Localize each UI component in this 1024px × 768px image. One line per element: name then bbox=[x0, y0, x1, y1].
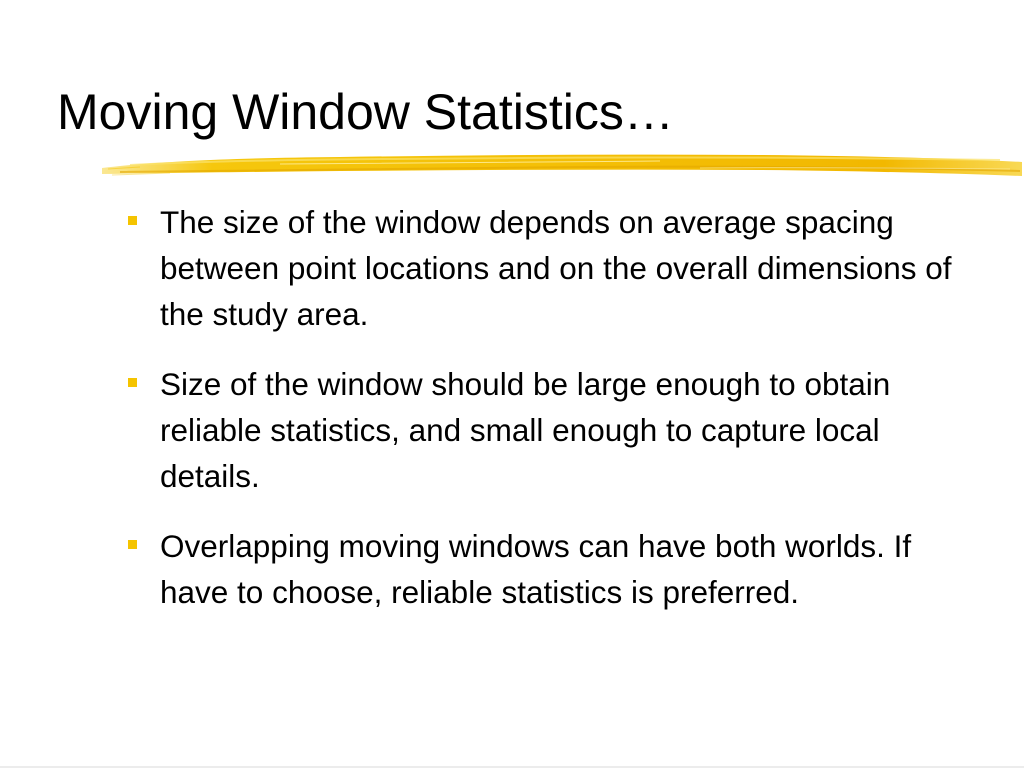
slide-title: Moving Window Statistics… bbox=[57, 84, 674, 140]
square-bullet-icon bbox=[128, 216, 137, 225]
bullet-item bbox=[124, 199, 974, 337]
bullet-item bbox=[124, 361, 974, 499]
bullet-item bbox=[124, 523, 974, 615]
square-bullet-icon bbox=[128, 540, 137, 549]
title-underline-brushstroke bbox=[100, 146, 1024, 190]
bullet-list bbox=[124, 199, 974, 639]
bullet-text: Overlapping moving windows can have both worlds. If have to choose, reliable statistics is preferred. bbox=[160, 528, 912, 610]
square-bullet-icon bbox=[128, 378, 137, 387]
bullet-text: Size of the window should be large enough to obtain reliable statistics, and small enough to capture local details. bbox=[160, 366, 891, 494]
bullet-text: The size of the window depends on average spacing between point locations and on the overall dimensions of the study area. bbox=[160, 204, 952, 332]
